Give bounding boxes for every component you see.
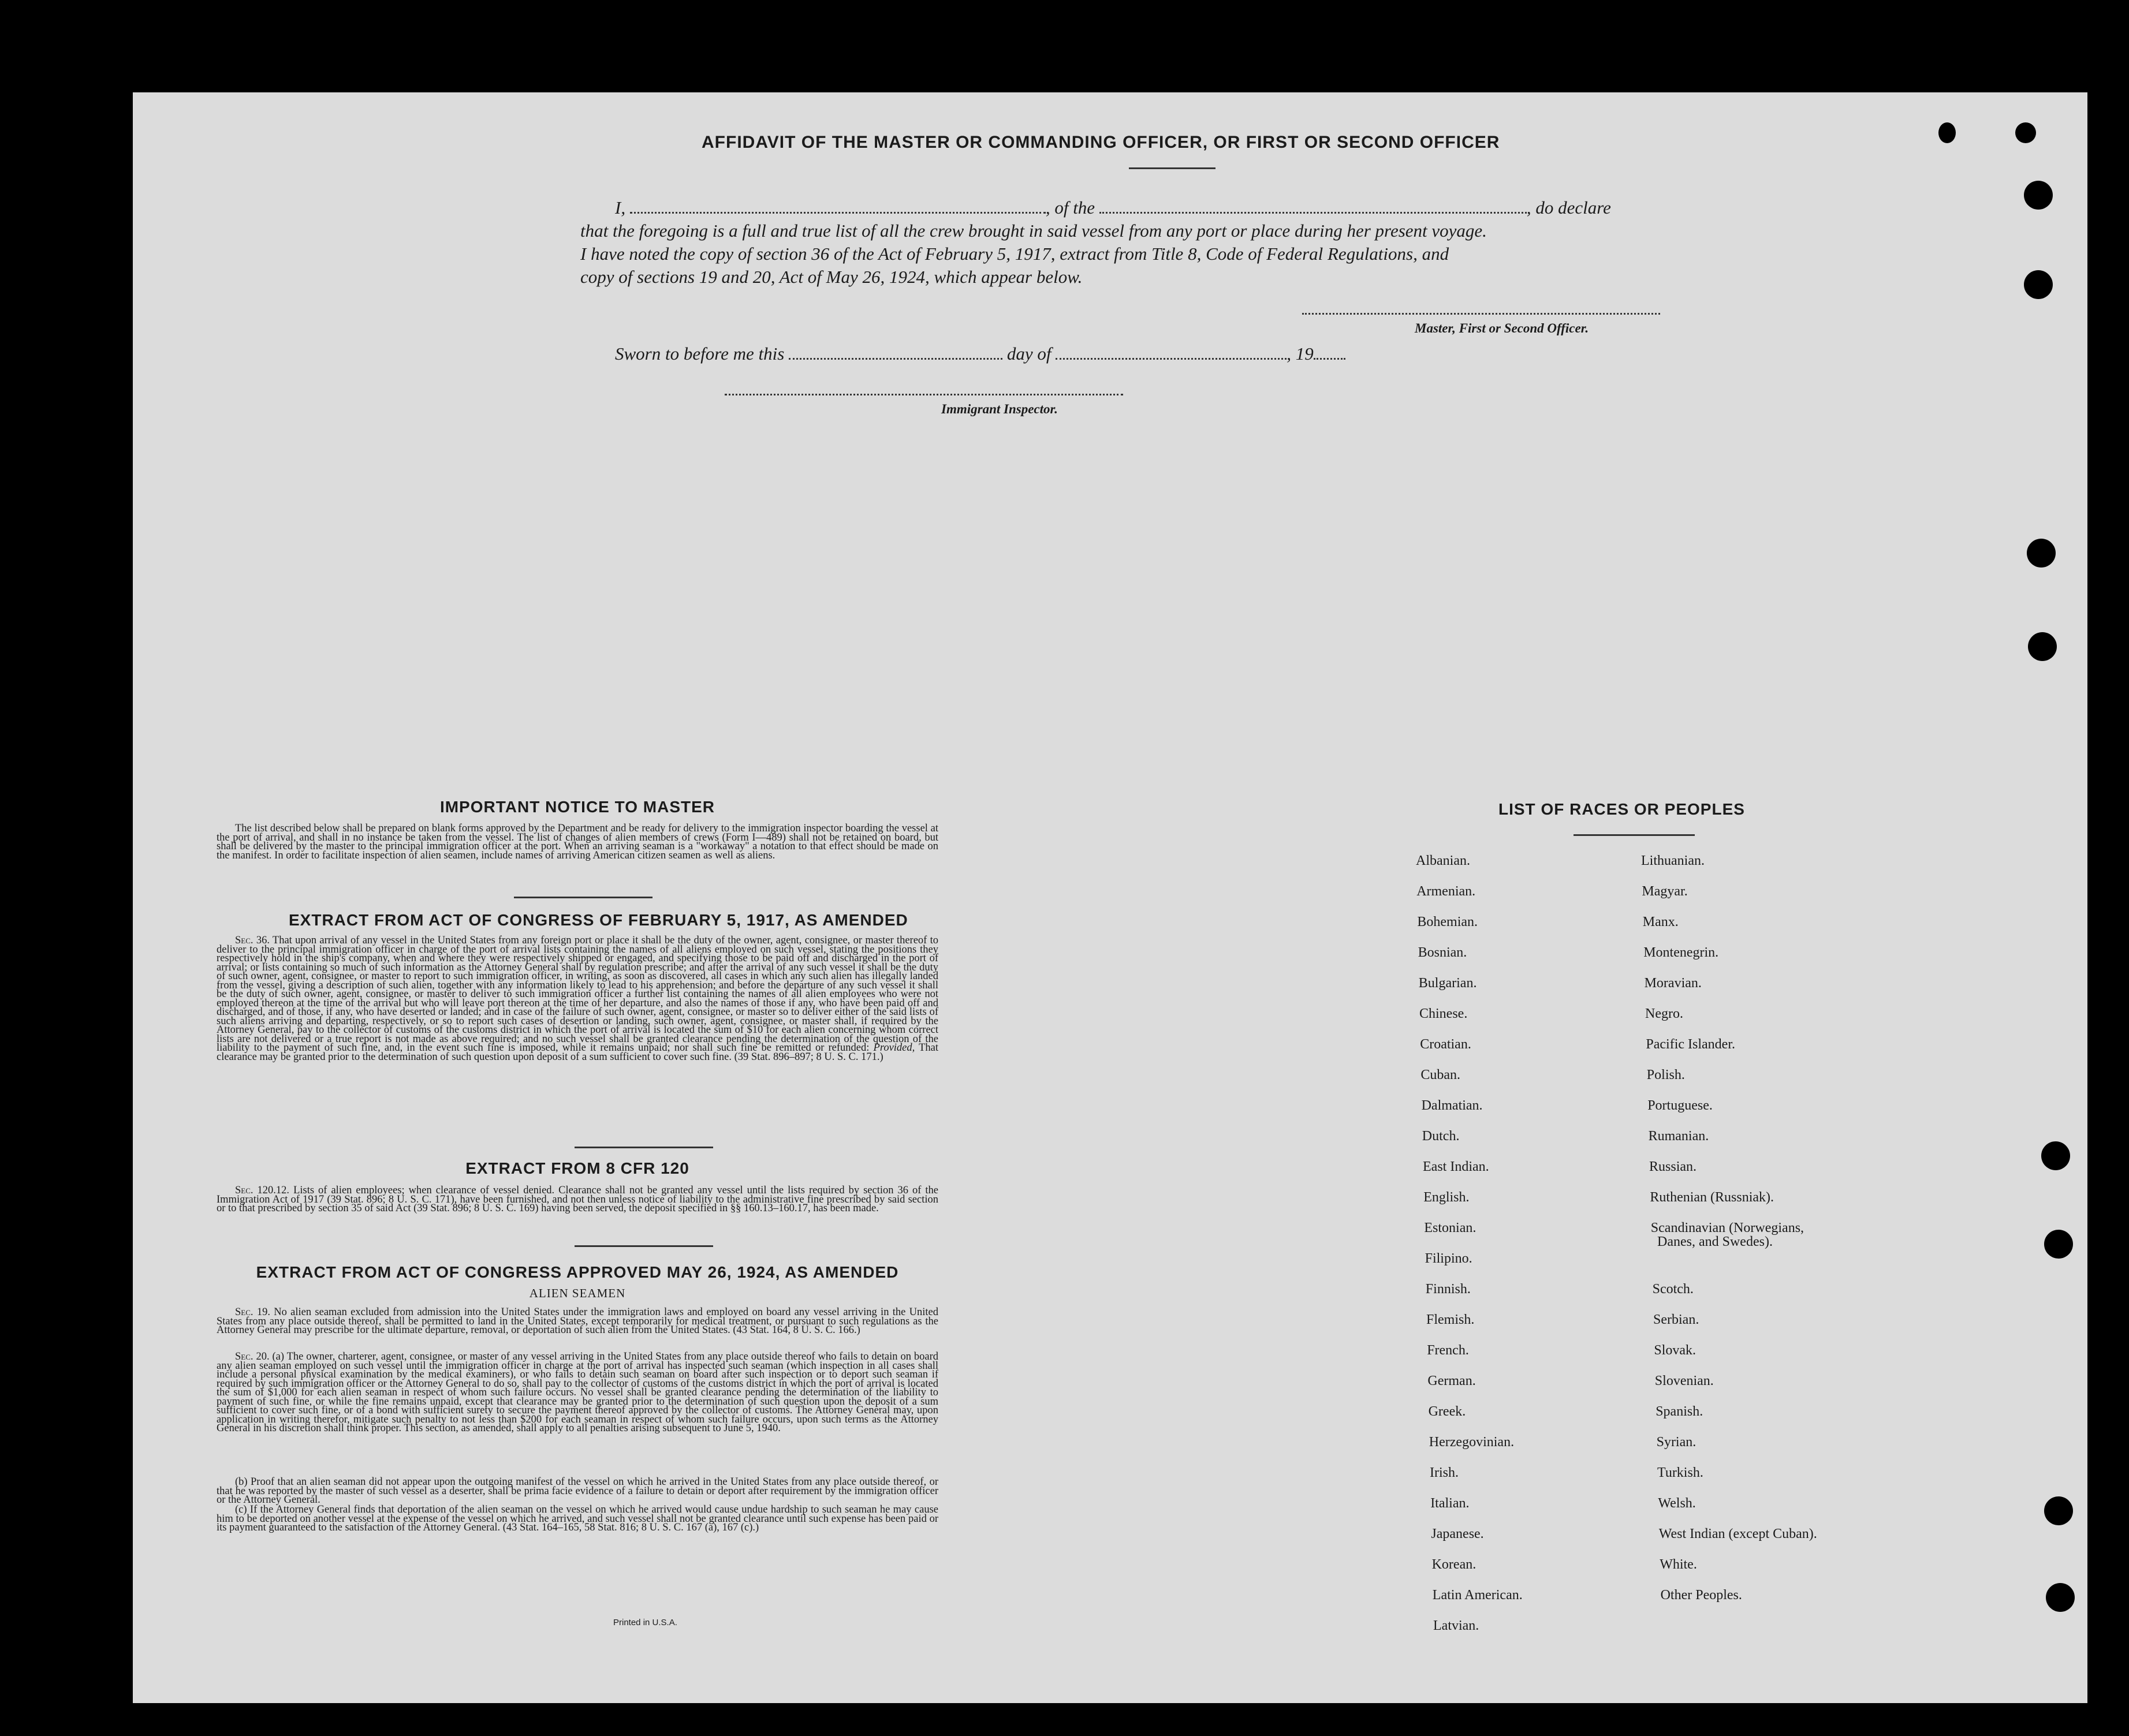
race-item: Japanese. bbox=[1431, 1526, 1484, 1541]
race-item: Magyar. bbox=[1642, 884, 1688, 899]
extract-1917-text bbox=[217, 936, 938, 1062]
race-item: White. bbox=[1660, 1557, 1697, 1572]
race-item: Serbian. bbox=[1653, 1312, 1699, 1327]
race-item: Rumanian. bbox=[1648, 1129, 1709, 1144]
race-item: Moravian. bbox=[1644, 976, 1702, 991]
affidavit-title: AFFIDAVIT OF THE MASTER OR COMMANDING OFFICER, OR FIRST OR SECOND OFFICER bbox=[702, 133, 1500, 152]
punch-hole bbox=[2024, 181, 2053, 210]
sworn-part-b: day of bbox=[1006, 344, 1052, 364]
sec-20b-text: (b) Proof that an alien seaman did not appear upon the outgoing manifest of the vessel on which he arrived in the United States from any place outside thereof, or that he was reported by the master of such vessel as a deserter, shall be prima facie evidence of a failure to detain or deport after requirement by the immigration officer or the Attorney General. bbox=[217, 1476, 938, 1506]
race-item: Flemish. bbox=[1426, 1312, 1475, 1327]
year-blank[interactable] bbox=[1314, 353, 1345, 360]
extract-1917-rule bbox=[575, 1147, 713, 1148]
race-item: Manx. bbox=[1642, 914, 1679, 929]
sec-19-label: Sec. 19. bbox=[235, 1306, 270, 1318]
race-item: Polish. bbox=[1646, 1067, 1685, 1082]
month-blank[interactable] bbox=[1056, 353, 1287, 360]
race-item: Irish. bbox=[1430, 1465, 1459, 1480]
sec-120-text: Lists of alien employees; when clearance of vessel denied. Clearance shall not be granted any vessel until the lists required by section 36 of the Immigration Act of 1917 (39 Stat. 896; 8 U. S. C. 171), have been furnished, and not then unless notice of liability to the administrative fine prescribed by said section or to that prescribed by section 35 of said Act (39 Stat. 896; 8 U. S. C. 169) having been served, the deposit specified in §§ 160.13–160.17, has been made. bbox=[217, 1185, 939, 1214]
race-item: Spanish. bbox=[1656, 1404, 1703, 1419]
title-rule bbox=[1129, 167, 1215, 169]
sec-19-body: No alien seaman excluded from admission into the United States under the immigration laws and employed on board any vessel arriving in the United States from any place outside thereof, shall be permitted to land in the United States, except temporarily for medical treatment, or pursuant to such regulations as the Attorney General may prescribe for the ultimate departure, removal, or deportation of such alien from the United States. (43 Stat. 164, 8 U. S. C. 166.) bbox=[217, 1306, 938, 1336]
punch-hole bbox=[2024, 270, 2053, 299]
sec-20c-text: (c) If the Attorney General finds that deportation of the alien seaman on the vessel on which he arrived would cause undue hardship to such seaman he may cause him to be deported on another vessel at the expense of the vessel on which he arrived, and such vessel shall not be granted clearance until such expense has been paid or its payment guaranteed to the satisfaction of the Attorney General. (43 Stat. 164–165, 58 Stat. 816; 8 U. S. C. 167 (a), 167 (c).) bbox=[217, 1504, 938, 1533]
race-item: Negro. bbox=[1645, 1006, 1683, 1021]
race-item: Slovak. bbox=[1654, 1343, 1697, 1358]
provided-word: Provided, bbox=[873, 1042, 915, 1054]
race-item: Armenian. bbox=[1416, 884, 1476, 899]
master-signature-label: Master, First or Second Officer. bbox=[1415, 321, 1589, 335]
punch-hole bbox=[2015, 122, 2036, 143]
extract-cfr-text bbox=[217, 1186, 938, 1214]
race-item: Montenegrin. bbox=[1643, 945, 1719, 960]
sec-36-label: Sec. 36. bbox=[235, 935, 270, 946]
race-item: Scotch. bbox=[1652, 1282, 1694, 1297]
punch-hole bbox=[2044, 1496, 2073, 1525]
notice-title: IMPORTANT NOTICE TO MASTER bbox=[439, 798, 715, 816]
document-page bbox=[133, 92, 2087, 1703]
race-item: Croatian. bbox=[1420, 1037, 1471, 1052]
alien-seamen-subtitle: ALIEN SEAMEN bbox=[529, 1286, 626, 1300]
race-item: French. bbox=[1427, 1343, 1469, 1358]
races-rule bbox=[1574, 834, 1695, 836]
punch-hole bbox=[2041, 1141, 2070, 1170]
race-item: Bohemian. bbox=[1417, 914, 1478, 929]
punch-hole bbox=[1938, 122, 1956, 143]
affidavit-line1 bbox=[615, 197, 1611, 218]
notice-rule bbox=[514, 897, 653, 898]
extract-cfr-title: EXTRACT FROM 8 CFR 120 bbox=[465, 1159, 689, 1177]
sworn-part-a: Sworn to before me this bbox=[615, 344, 785, 364]
race-item: Bulgarian. bbox=[1418, 976, 1477, 991]
sec-19-text bbox=[217, 1308, 938, 1335]
race-item: Dutch. bbox=[1422, 1129, 1460, 1144]
race-item: Scandinavian (Norwegians, bbox=[1650, 1220, 1804, 1235]
master-signature-line[interactable] bbox=[1302, 313, 1660, 315]
sec-36-text: That upon arrival of any vessel in the United States from any foreign port or place it shall be the duty of the owner, agent, consignee, or master thereof to deliver to the principal immigration officer in charge of the port of arrival lists containing the names of all aliens employed on such vessel, stating the positions they respectively hold in the ship's company, when and where they were respectively shipped or engaged, and specifying those to be paid off and discharged in the port of arrival; or lists containing so much of such information as the Attorney General shall by regulation prescribe; and after the arrival of any such vessel it shall be the duty of such owner, agent, consignee, or master to report to such immigration officer, in writing, as soon as discovered, all cases in which any such alien has illegally landed from the vessel, giving a description of such alien, together with any information likely to lead to his apprehension; and before the departure of any such vessel it shall be the duty of such owner, agent, consignee, or master to deliver to such immigration officer a further list containing the names of all alien employees who were not employed thereon at the time of the arrival but who will leave port thereon at the time of her departure, and also the names of those if any, who have been paid off and discharged, and of those, if any, who have deserted or landed; and in case of the failure of such owner, agent, consignee, or master so to deliver either of the said lists of such aliens arriving and departing, respectively, or so to report such cases of desertion or landing, such owner, agent, consignee, or master shall, if required by the Attorney General, pay to the collector of customs of the customs district in which the port of arrival is located the sum of $10 for each alien concerning whom correct lists are not delivered or a true report is not made as above required; and no such vessel shall be granted clearance pending the determination of the question of the liability to the payment of such fine, and, in the event such fine is imposed, while it remains unpaid; nor shall such fine be remitted or refunded: bbox=[217, 935, 938, 1054]
vessel-blank[interactable] bbox=[1099, 207, 1527, 214]
line1-part-b: , of the bbox=[1045, 197, 1095, 218]
sworn-line bbox=[615, 344, 1345, 364]
inspector-signature-line[interactable] bbox=[725, 394, 1123, 395]
race-item: Italian. bbox=[1430, 1496, 1470, 1511]
race-item: English. bbox=[1423, 1190, 1470, 1205]
day-blank[interactable] bbox=[789, 353, 1002, 360]
printed-in-usa: Printed in U.S.A. bbox=[613, 1618, 677, 1627]
sec-20-label: Sec. 20. bbox=[235, 1351, 270, 1362]
sec-20a-text bbox=[217, 1353, 938, 1433]
line1-part-a: I, bbox=[615, 197, 626, 218]
sec-120-label: Sec. 120.12. bbox=[235, 1185, 290, 1196]
extract-1924-title: EXTRACT FROM ACT OF CONGRESS APPROVED MAY 26, 1924, AS AMENDED bbox=[256, 1263, 899, 1281]
affidavit-line4: copy of sections 19 and 20, Act of May 26, 1924, which appear below. bbox=[580, 267, 1083, 287]
race-item: Slovenian. bbox=[1654, 1373, 1714, 1388]
race-item: Syrian. bbox=[1656, 1435, 1697, 1450]
race-item: Filipino. bbox=[1425, 1251, 1472, 1266]
race-item: German. bbox=[1427, 1373, 1476, 1388]
race-item: Danes, and Swedes). bbox=[1657, 1234, 1773, 1249]
race-item: Albanian. bbox=[1416, 853, 1470, 868]
race-item: Finnish. bbox=[1425, 1282, 1471, 1297]
race-item: Greek. bbox=[1428, 1404, 1466, 1419]
race-item: Russian. bbox=[1649, 1159, 1697, 1174]
sworn-part-c: , 19 bbox=[1287, 344, 1314, 364]
races-title: LIST OF RACES OR PEOPLES bbox=[1498, 800, 1745, 818]
race-item: Lithuanian. bbox=[1641, 853, 1705, 868]
race-item: Latin American. bbox=[1432, 1588, 1523, 1603]
line1-part-c: , do declare bbox=[1526, 197, 1611, 218]
race-item: Bosnian. bbox=[1418, 945, 1467, 960]
race-item: Estonian. bbox=[1424, 1220, 1476, 1235]
sec-36-end: That clearance may be granted prior to the determination of such question upon deposit of a sum sufficient to cover such fine. (39 Stat. 896–897; 8 U. S. C. 171.) bbox=[217, 1042, 938, 1063]
race-item: Pacific Islander. bbox=[1646, 1037, 1735, 1052]
punch-hole bbox=[2027, 539, 2056, 568]
race-item: Welsh. bbox=[1658, 1496, 1696, 1511]
punch-hole bbox=[2046, 1583, 2075, 1612]
inspector-signature-label: Immigrant Inspector. bbox=[941, 402, 1058, 416]
race-item: Chinese. bbox=[1419, 1006, 1468, 1021]
race-item: Other Peoples. bbox=[1660, 1588, 1742, 1603]
race-item: East Indian. bbox=[1423, 1159, 1489, 1174]
sec-20a-body: (a) The owner, charterer, agent, consignee, or master of any vessel arriving in the United States from any place outside thereof who fails to detain on board any alien seaman employed on such vessel until the immigration officer in charge at the port of arrival has inspected such seaman (which inspection in all cases shall include a personal physical examination by the medical examiners), or who fails to detain such seaman on board after such inspection or to deport such seaman if required by such immigration officer or the Attorney General to do so, shall pay to the collector of customs of the customs district in which the port of arrival is located the sum of $1,000 for each alien seaman in respect of whom such failure occurs. No vessel shall be granted clearance pending the determination of the liability to payment of such fine, or while the fine remains unpaid, except that clearance may be granted prior to the determination of such question upon the deposit of a sum sufficient to cover such fine, or of a bond with sufficient surety to secure the payment thereof approved by the collector of customs. The Attorney General may, upon application in writing therefor, mitigate such penalty to not less than $200 for each seaman in respect of whom such failure occurs, upon such terms as the Attorney General in his discretion shall think proper. This section, as amended, shall apply to all penalties arising subsequent to June 5, 1940. bbox=[217, 1351, 938, 1434]
race-item: Herzegovinian. bbox=[1429, 1435, 1515, 1450]
notice-text: The list described below shall be prepared on blank forms approved by the Department and be ready for delivery to the immigration inspector boarding the vessel at the port of arrival, and shall in no instance be taken from the vessel. The list of changes of alien members of crews (Form I—489) shall not be retained on board, but shall be delivered by the master to the principal immigration officer at the port. When an arriving seaman is a "workaway" a notation to that effect should be made on the manifest. In order to facilitate inspection of alien seamen, include names of arriving American citizen seamen as well as aliens. bbox=[217, 823, 938, 861]
race-item: Dalmatian. bbox=[1421, 1098, 1483, 1113]
affidavit-line2: that the foregoing is a full and true list of all the crew brought in said vessel from any port or place during her present voyage. bbox=[580, 221, 1487, 241]
race-item: West Indian (except Cuban). bbox=[1658, 1526, 1817, 1541]
name-blank[interactable] bbox=[630, 207, 1046, 214]
race-item: Turkish. bbox=[1657, 1465, 1703, 1480]
punch-hole bbox=[2028, 632, 2057, 661]
race-item: Ruthenian (Russniak). bbox=[1650, 1190, 1774, 1205]
extract-1917-title: EXTRACT FROM ACT OF CONGRESS OF FEBRUARY 5, 1917, AS AMENDED bbox=[289, 911, 908, 929]
punch-hole bbox=[2044, 1230, 2073, 1259]
race-item: Cuban. bbox=[1420, 1067, 1461, 1082]
extract-cfr-rule bbox=[575, 1245, 713, 1247]
race-item: Latvian. bbox=[1433, 1618, 1479, 1633]
race-item: Korean. bbox=[1431, 1557, 1476, 1572]
race-item: Portuguese. bbox=[1647, 1098, 1713, 1113]
affidavit-line3: I have noted the copy of section 36 of the Act of February 5, 1917, extract from Title 8, Code of Federal Regulations, and bbox=[580, 244, 1449, 264]
